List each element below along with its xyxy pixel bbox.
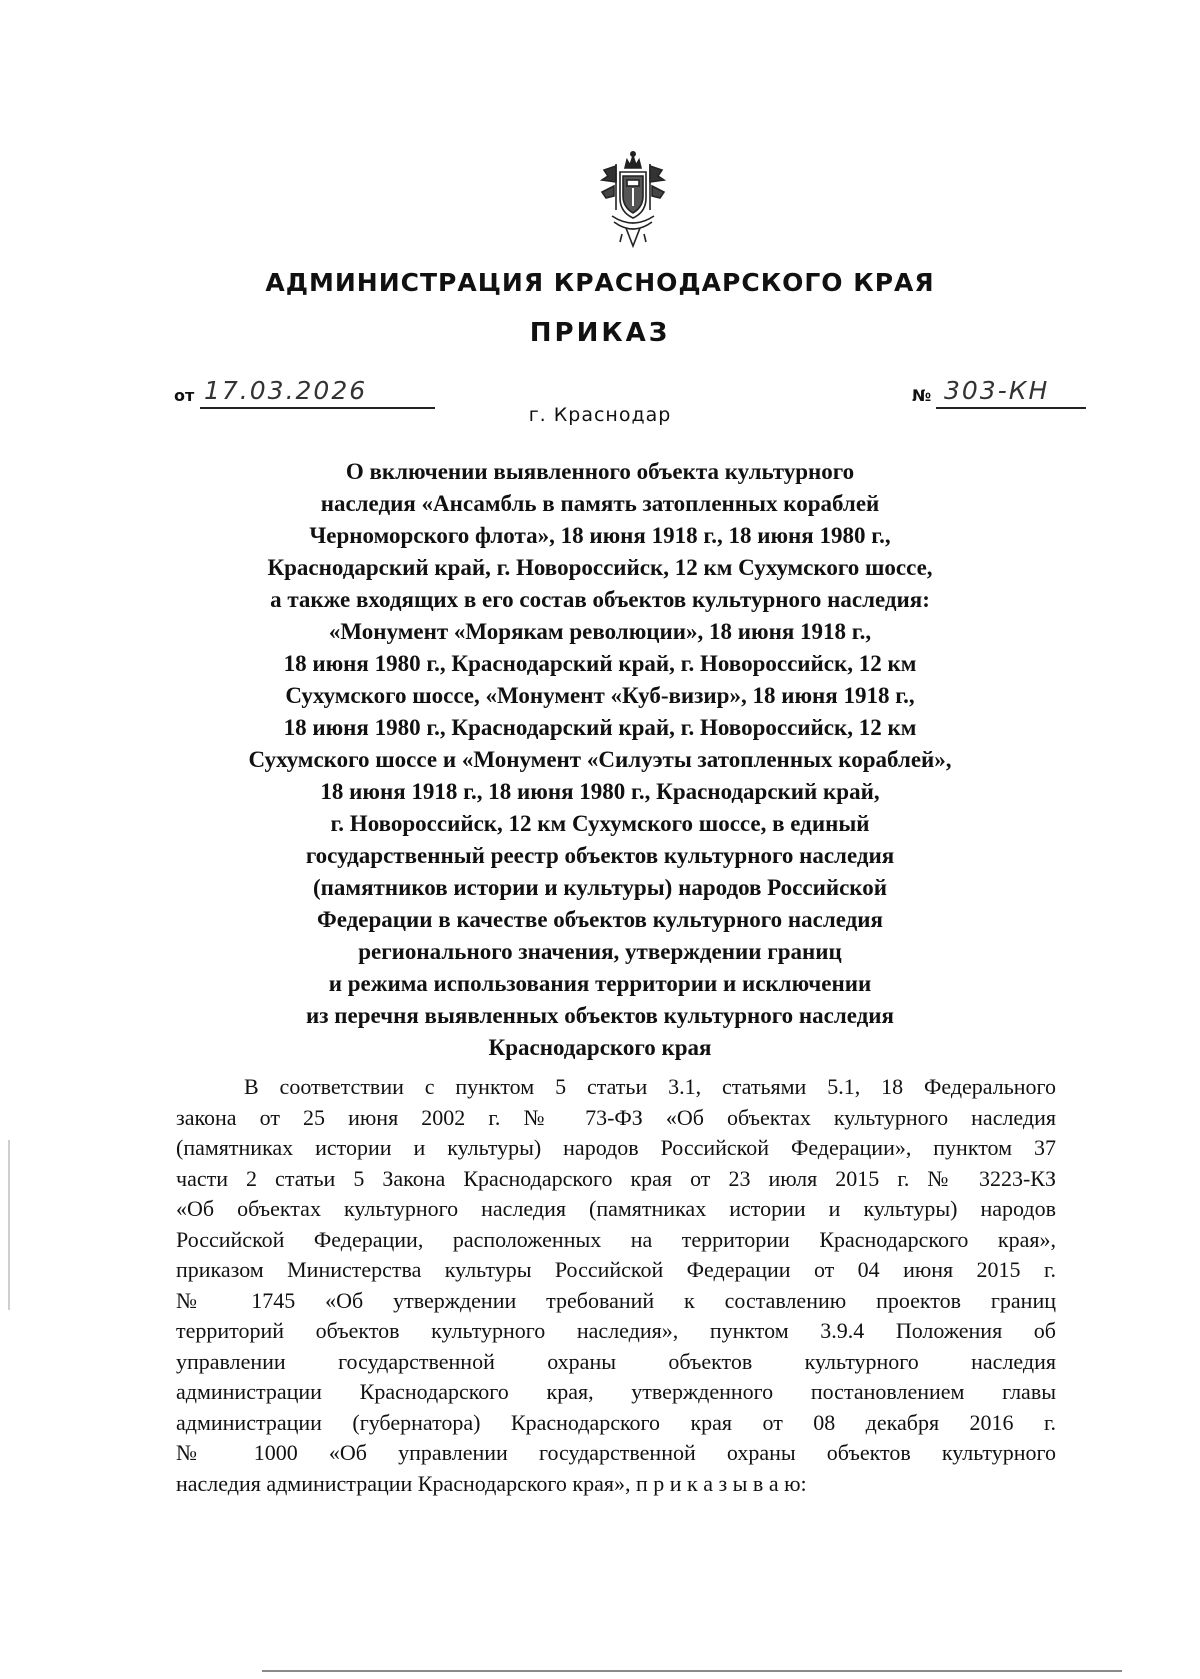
document-type: ПРИКАЗ [529,318,671,348]
heading-line: 18 июня 1918 г., 18 июня 1980 г., Краснодарский край, [320,779,880,804]
heading-line: из перечня выявленных объектов культурного наследия [305,1003,894,1028]
heading-line: Краснодарского края [488,1035,712,1060]
date-prefix: от [174,386,195,405]
heading-line: государственный реестр объектов культурного наследия [305,843,895,868]
heading-line: 18 июня 1980 г., Краснодарский край, г. Новороссийск, 12 км [283,651,917,676]
body-line: администрации (губернатора) Краснодарского края от 08 декабря 2016 г. [176,1409,1056,1435]
body-line: № 1000 «Об управлении государственной охраны объектов культурного [176,1440,1056,1465]
body-line: закона от 25 июня 2002 г. № 73-ФЗ «Об объектах культурного наследия [176,1104,1056,1130]
body-line: администрации Краснодарского края, утвержденного постановлением главы [176,1379,1056,1404]
heading-line: «Монумент «Морякам революции», 18 июня 1918 г., [328,619,872,644]
body-line: Российской Федерации, расположенных на территории Краснодарского края», [176,1226,1056,1252]
heading-line: г. Новороссийск, 12 км Сухумского шоссе, в единый [330,811,870,836]
body-line: «Об объектах культурного наследия (памятниках истории и культуры) народов [176,1196,1056,1221]
body-line: В соответствии с пунктом 5 статьи 3.1, статьями 5.1, 18 Федерального [244,1074,1056,1099]
number-prefix: № [912,386,932,405]
body-line: наследия администрации Краснодарского края», п р и к а з ы в а ю: [176,1470,807,1496]
scan-edge-mark [8,1140,10,1310]
coat-of-arms-icon [596,150,670,250]
heading-line: Сухумского шоссе, «Монумент «Куб-визир», 18 июня 1918 г., [285,683,915,708]
body-line: № 1745 «Об утверждении требований к составлению проектов границ [176,1287,1056,1313]
heading-line: и режима использования территории и исключении [328,971,872,996]
city: г. Краснодар [528,404,672,426]
organization-title: АДМИНИСТРАЦИЯ КРАСНОДАРСКОГО КРАЯ [265,268,935,297]
date-value: 17.03.2026 [204,376,368,405]
heading-line: Сухумского шоссе и «Монумент «Силуэты затопленных кораблей», [248,747,952,772]
heading-line: Федерации в качестве объектов культурного наследия [317,907,883,932]
body-line: части 2 статьи 5 Закона Краснодарского края от 23 июля 2015 г. № 3223-КЗ [176,1165,1056,1191]
heading-line: наследия «Ансамбль в память затопленных кораблей [320,491,880,516]
heading-line: Черноморского флота», 18 июня 1918 г., 18 июня 1980 г., [309,523,891,548]
heading-line: Краснодарский край, г. Новороссийск, 12 км Сухумского шоссе, [267,555,933,580]
number-value: 303-КН [944,376,1050,405]
order-heading [220,456,980,1064]
heading-line: а также входящих в его состав объектов культурного наследия: [270,587,930,612]
order-body-paragraph [176,1072,1056,1499]
heading-line: О включении выявленного объекта культурного [345,459,855,484]
heading-line: регионального значения, утверждении границ [358,939,842,964]
scan-bottom-edge [262,1670,1122,1672]
body-line: (памятниках истории и культуры) народов Российской Федерации», пунктом 37 [176,1135,1056,1160]
body-line: приказом Министерства культуры Российской Федерации от 04 июня 2015 г. [176,1257,1056,1282]
body-line: территорий объектов культурного наследия», пунктом 3.9.4 Положения об [176,1318,1056,1343]
body-line: управлении государственной охраны объектов культурного наследия [176,1348,1056,1374]
heading-line: 18 июня 1980 г., Краснодарский край, г. Новороссийск, 12 км [283,715,917,740]
heading-line: (памятников истории и культуры) народов Российской [313,875,887,900]
